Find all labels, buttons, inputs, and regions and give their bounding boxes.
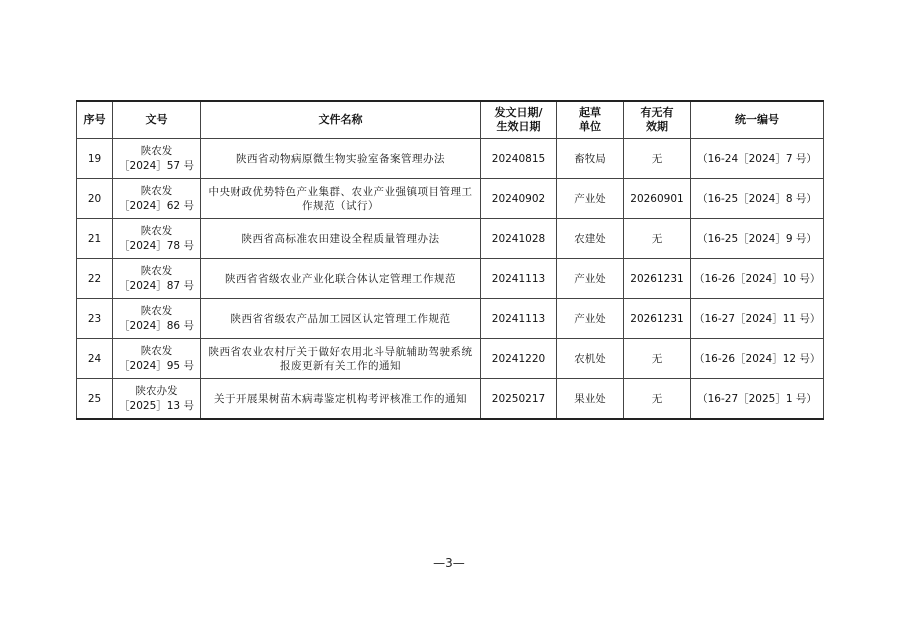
table-row [77,219,824,259]
cell-validity: 20261231 [624,259,691,299]
cell-date: 20241113 [481,259,557,299]
cell-unified-code: （16-25［2024］8 号） [691,179,824,219]
cell-doc-name: 陕西省省级农业产业化联合体认定管理工作规范 [201,259,481,299]
cell-doc-number [113,299,201,339]
cell-validity: 无 [624,339,691,379]
header-doc-name: 文件名称 [201,101,481,139]
cell-validity: 无 [624,379,691,420]
cell-doc-number [113,179,201,219]
document-table [76,100,824,420]
doc-number-prefix: 陕农办发 [135,384,178,397]
cell-date: 20241113 [481,299,557,339]
cell-seq: 25 [77,379,113,420]
cell-doc-number [113,259,201,299]
table-header [77,101,824,139]
header-validity-line1: 有无有 [640,106,674,119]
table-row [77,339,824,379]
cell-doc-name: 陕西省动物病原微生物实验室备案管理办法 [201,139,481,179]
header-validity-line2: 效期 [646,120,668,133]
cell-doc-number [113,379,201,420]
doc-number-prefix: 陕农发 [140,144,173,157]
cell-validity: 无 [624,219,691,259]
cell-doc-name: 陕西省高标准农田建设全程质量管理办法 [201,219,481,259]
cell-drafter: 产业处 [557,299,624,339]
cell-unified-code: （16-24［2024］7 号） [691,139,824,179]
header-drafter-line1: 起草 [579,106,601,119]
cell-doc-number [113,139,201,179]
cell-date: 20240815 [481,139,557,179]
cell-date: 20241220 [481,339,557,379]
cell-seq: 20 [77,179,113,219]
cell-seq: 22 [77,259,113,299]
table-row [77,179,824,219]
cell-doc-name: 关于开展果树苗木病毒鉴定机构考评核准工作的通知 [201,379,481,420]
cell-unified-code: （16-27［2025］1 号） [691,379,824,420]
cell-seq: 19 [77,139,113,179]
header-date [481,101,557,139]
cell-drafter: 农机处 [557,339,624,379]
cell-seq: 24 [77,339,113,379]
header-seq: 序号 [77,101,113,139]
table-row [77,299,824,339]
doc-number-prefix: 陕农发 [140,304,173,317]
table-row [77,379,824,420]
cell-unified-code: （16-26［2024］10 号） [691,259,824,299]
cell-date: 20240902 [481,179,557,219]
cell-validity: 20260901 [624,179,691,219]
doc-number-prefix: 陕农发 [140,264,173,277]
cell-drafter: 农建处 [557,219,624,259]
doc-number-suffix: ［2025］13 号 [119,399,194,412]
cell-validity: 20261231 [624,299,691,339]
cell-doc-number [113,339,201,379]
header-doc-number: 文号 [113,101,201,139]
cell-drafter: 产业处 [557,259,624,299]
header-drafter [557,101,624,139]
doc-number-suffix: ［2024］57 号 [119,159,194,172]
table-body [77,139,824,420]
cell-unified-code: （16-25［2024］9 号） [691,219,824,259]
cell-drafter: 果业处 [557,379,624,420]
doc-number-prefix: 陕农发 [140,224,173,237]
header-drafter-line2: 单位 [579,120,601,133]
doc-number-suffix: ［2024］78 号 [119,239,194,252]
cell-doc-name: 陕西省农业农村厅关于做好农用北斗导航辅助驾驶系统报废更新有关工作的通知 [201,339,481,379]
cell-doc-name: 中央财政优势特色产业集群、农业产业强镇项目管理工作规范（试行） [201,179,481,219]
cell-drafter: 畜牧局 [557,139,624,179]
doc-number-prefix: 陕农发 [140,344,173,357]
cell-doc-name: 陕西省省级农产品加工园区认定管理工作规范 [201,299,481,339]
cell-unified-code: （16-27［2024］11 号） [691,299,824,339]
header-row [77,101,824,139]
doc-number-suffix: ［2024］87 号 [119,279,194,292]
header-date-line1: 发文日期/ [494,106,543,119]
cell-date: 20241028 [481,219,557,259]
doc-number-suffix: ［2024］62 号 [119,199,194,212]
cell-validity: 无 [624,139,691,179]
table-row [77,139,824,179]
doc-number-suffix: ［2024］95 号 [119,359,194,372]
cell-seq: 23 [77,299,113,339]
cell-date: 20250217 [481,379,557,420]
header-validity [624,101,691,139]
cell-unified-code: （16-26［2024］12 号） [691,339,824,379]
doc-number-prefix: 陕农发 [140,184,173,197]
page-number: —3— [433,556,465,570]
table-row [77,259,824,299]
cell-doc-number [113,219,201,259]
doc-number-suffix: ［2024］86 号 [119,319,194,332]
cell-seq: 21 [77,219,113,259]
header-unified-code: 统一编号 [691,101,824,139]
header-date-line2: 生效日期 [496,120,541,133]
cell-drafter: 产业处 [557,179,624,219]
